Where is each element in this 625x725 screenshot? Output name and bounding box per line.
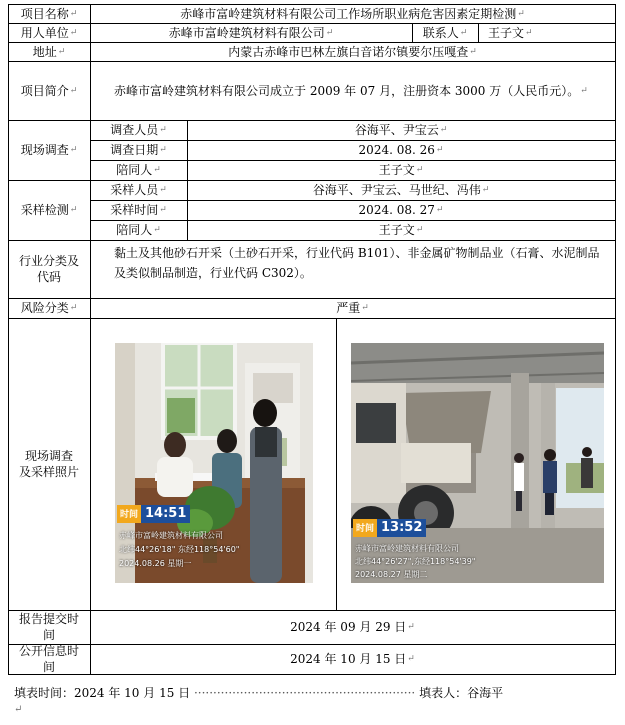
marker-icon: ↵ (69, 27, 78, 38)
marker-icon: ↵ (415, 165, 424, 175)
marker-icon: ↵ (469, 46, 477, 57)
marker-icon: ↵ (435, 205, 444, 215)
contact-label: 联系人 ↵ (422, 25, 468, 40)
marker-icon: ↵ (57, 46, 66, 57)
survey-escort-value: 王子文 ↵ (378, 163, 424, 177)
marker-icon: ↵ (153, 225, 161, 235)
sampling-time-value: 2024. 08. 27 ↵ (358, 203, 444, 217)
survey-date-label: 调查日期 ↵ (110, 143, 167, 157)
marker-icon: ↵ (159, 125, 167, 135)
sampling-escort-value: 王子文 ↵ (378, 223, 424, 237)
filler: 填表人：谷海平 (419, 686, 504, 700)
right-photo-timestamp: 时间 13:52 (353, 519, 426, 537)
marker-icon: ↵ (525, 27, 533, 38)
sampling-escort-label: 陪同人 ↵ (116, 223, 161, 237)
marker-icon: ↵ (439, 125, 448, 135)
right-photo-date: 2024.08.27 星期二 (355, 570, 428, 579)
project-intro-value: 赤峰市富岭建筑材料有限公司成立于 2009 年 07 月，注册资本 3000 万（人民币元）。 ↵ (114, 83, 588, 98)
risk-value: 严重 ↵ (336, 301, 369, 315)
marker-icon: ↵ (69, 303, 78, 313)
project-name-label: 项目名称 ↵ (20, 6, 78, 21)
sampling-time-label: 采样时间 ↵ (110, 203, 167, 217)
contact-value: 王子文 ↵ (488, 25, 533, 40)
survey-investigators-label: 调查人员 ↵ (110, 123, 167, 137)
marker-icon: ↵ (407, 622, 415, 632)
employer-label: 用人单位 ↵ (20, 25, 78, 40)
marker-icon: ↵ (580, 85, 588, 96)
marker-icon: ↵ (159, 185, 167, 195)
dotted-spacer: ·························································· (193, 686, 416, 700)
sampling-staff-label: 采样人员 ↵ (110, 183, 167, 197)
office-survey-photo (115, 343, 313, 583)
marker-icon: ↵ (153, 165, 161, 175)
marker-icon: ↵ (481, 185, 490, 195)
survey-investigators-value: 谷海平、尹宝云 ↵ (354, 123, 448, 137)
report-label: 报告提交时 间 (18, 612, 79, 642)
marker-icon: ↵ (159, 145, 167, 155)
survey-date-value: 2024. 08. 26 ↵ (358, 143, 444, 157)
photos-label: 现场调查 及采样照片 (18, 449, 79, 479)
marker-icon: ↵ (361, 303, 369, 313)
survey-label: 现场调查 ↵ (20, 143, 78, 157)
address-label: 地址 ↵ (32, 44, 66, 59)
marker-icon: ↵ (159, 205, 167, 215)
employer-value: 赤峰市富岭建筑材料有限公司 ↵ (168, 25, 334, 40)
fill-time: 填表时间：2024 年 10 月 15 日 (14, 686, 191, 700)
left-photo-coords: 北纬44°26'18" 东经118°54'60" (119, 545, 240, 554)
project-intro-label: 项目简介 ↵ (20, 83, 78, 98)
marker-icon: ↵ (459, 27, 468, 38)
footer (14, 684, 503, 701)
right-photo-company: 赤峰市富岭建筑材料有限公司 (355, 544, 459, 553)
publish-label: 公开信息时 间 (18, 644, 79, 674)
marker-icon: ↵ (69, 85, 78, 96)
left-photo-date: 2024.08.26 星期一 (119, 559, 192, 568)
marker-icon: ↵ (69, 8, 78, 19)
marker-icon: ↵ (435, 145, 444, 155)
marker-icon: ↵ (69, 205, 78, 215)
industry-label: 行业分类及 代码 (18, 254, 79, 284)
address-value: 内蒙古赤峰市巴林左旗白音诺尔镇要尔压嘎查 ↵ (228, 44, 477, 59)
survey-escort-label: 陪同人 ↵ (116, 163, 161, 177)
sampling-staff-value: 谷海平、尹宝云、马世纪、冯伟 ↵ (312, 183, 490, 197)
right-photo-coords: 北纬44°26'27",东经118°54'39" (355, 557, 476, 566)
sampling-label: 采样检测 ↵ (20, 203, 78, 217)
marker-icon: ↵ (69, 145, 78, 155)
marker-icon: ↵ (517, 8, 525, 19)
left-photo-timestamp: 时间 14:51 (117, 505, 190, 523)
project-name-value: 赤峰市富岭建筑材料有限公司工作场所职业病危害因素定期检测 ↵ (180, 6, 525, 21)
marker-icon: ↵ (415, 225, 424, 235)
risk-label: 风险分类 ↵ (20, 301, 78, 315)
publish-value: 2024 年 10 月 15 日 ↵ (290, 652, 415, 666)
paragraph-mark-icon: ↵ (14, 704, 23, 715)
industry-value: 黏土及其他砂石开采（土砂石开采，行业代码 B101）、非金属矿物制品业（石膏、水泥制品及类似制品制造，行业代码 C302）。 (114, 246, 600, 280)
report-value: 2024 年 09 月 29 日 ↵ (290, 620, 415, 634)
marker-icon: ↵ (407, 654, 415, 664)
marker-icon: ↵ (325, 27, 334, 38)
workshop-sampling-photo (351, 343, 604, 583)
left-photo-company: 赤峰市富岭建筑材料有限公司 (119, 531, 223, 540)
